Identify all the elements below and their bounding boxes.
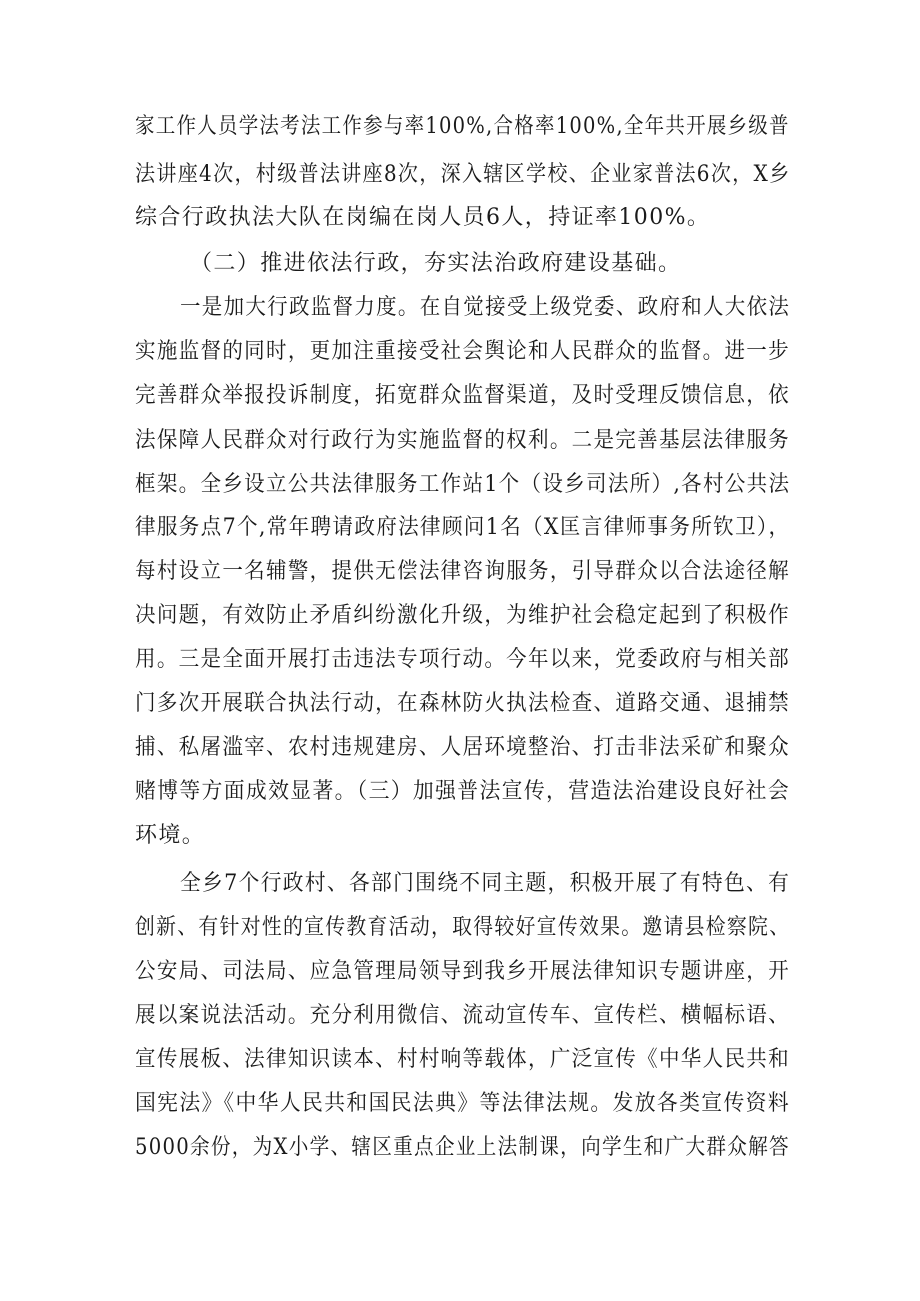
text-line: 环境。 bbox=[135, 823, 206, 848]
text-line: 创新、有针对性的宣传教育活动，取得较好宣传效果。邀请县检察院、 bbox=[135, 915, 791, 940]
text-line: 法讲座4次，村级普法讲座8次，深入辖区学校、企业家普法6次，X乡 bbox=[135, 162, 791, 187]
text-line: 捕、私屠滥宰、农村违规建房、人居环境整治、打击非法采矿和聚众 bbox=[135, 735, 790, 760]
text-line: 赌博等方面成效显著。（三）加强普法宣传，营造法治建设良好社会 bbox=[135, 779, 791, 804]
section-heading: （二）推进依法行政，夯实法治政府建设基础。 bbox=[190, 251, 682, 276]
text-line: 国宪法》《中华人民共和国民法典》等法律法规。发放各类宣传资料 bbox=[135, 1091, 791, 1116]
text-line: 家工作人员学法考法工作参与率100%,合格率100%,全年共开展乡级普 bbox=[135, 114, 790, 139]
text-line: 完善群众举报投诉制度，拓宽群众监督渠道，及时受理反馈信息，依 bbox=[135, 383, 790, 408]
text-line: 律服务点7个,常年聘请政府法律顾问1名（X匡言律师事务所钦卫）， bbox=[135, 515, 791, 540]
text-line: 用。三是全面开展打击违法专项行动。今年以来，党委政府与相关部 bbox=[135, 647, 790, 672]
text-line: 框架。全乡设立公共法律服务工作站1个（设乡司法所）,各村公共法 bbox=[135, 472, 791, 497]
text-line: 展以案说法活动。充分利用微信、流动宣传车、宣传栏、横幅标语、 bbox=[135, 1003, 790, 1028]
text-line: 法保障人民群众对行政行为实施监督的权利。二是完善基层法律服务 bbox=[135, 428, 790, 453]
text-line: 每村设立一名辅警，提供无偿法律咨询服务，引导群众以合法途径解 bbox=[135, 559, 790, 584]
text-line: 门多次开展联合执法行动，在森林防火执法检查、道路交通、退捕禁 bbox=[135, 691, 790, 716]
text-line: 5000余份，为X小学、辖区重点企业上法制课，向学生和广大群众解答 bbox=[135, 1135, 790, 1160]
text-line: 公安局、司法局、应急管理局领导到我乡开展法律知识专题讲座，开 bbox=[135, 959, 790, 984]
text-line: 实施监督的同时，更加注重接受社会舆论和人民群众的监督。进一步 bbox=[135, 339, 790, 364]
text-line: 全乡7个行政村、各部门围绕不同主题，积极开展了有特色、有 bbox=[180, 871, 791, 896]
text-line: 决问题，有效防止矛盾纠纷激化升级，为维护社会稳定起到了积极作 bbox=[135, 603, 790, 628]
text-line: 一是加大行政监督力度。在自觉接受上级党委、政府和人大依法 bbox=[180, 295, 791, 320]
text-line: 综合行政执法大队在岗编在岗人员6人，持证率100%。 bbox=[135, 205, 711, 230]
text-line: 宣传展板、法律知识读本、村村响等载体，广泛宣传《中华人民共和 bbox=[135, 1047, 790, 1072]
